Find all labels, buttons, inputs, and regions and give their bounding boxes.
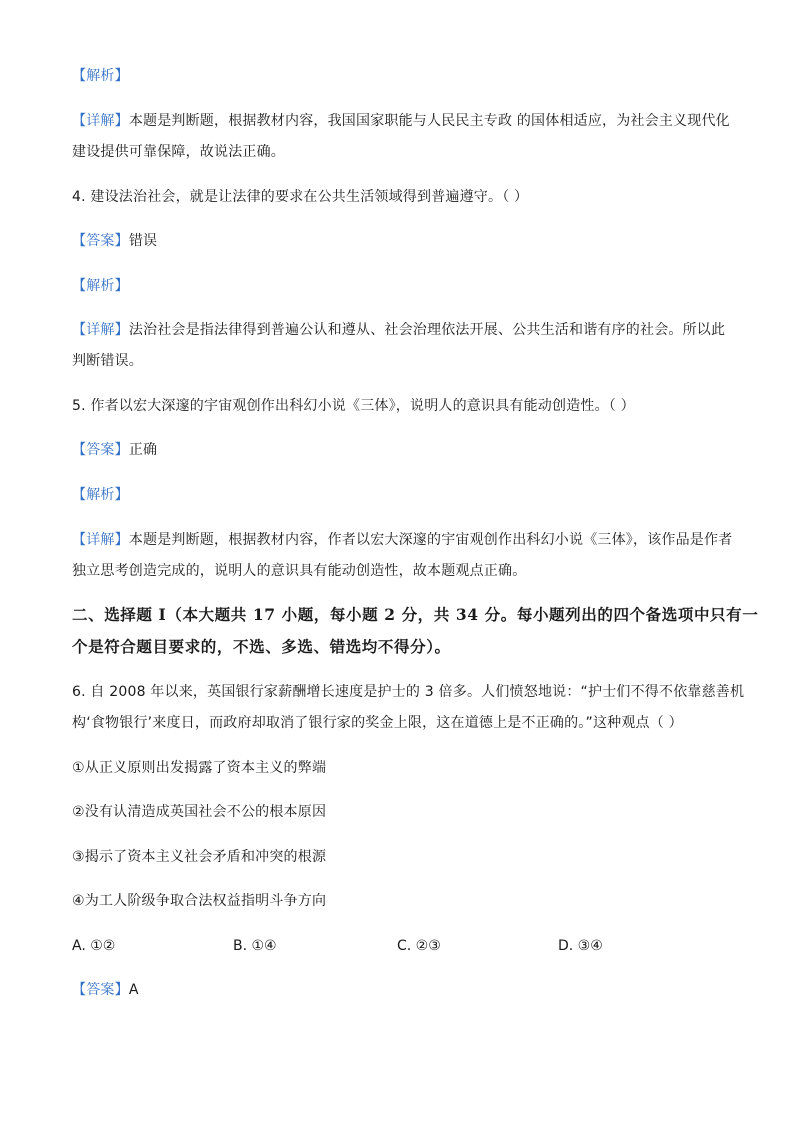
answer-tag: 【答案】 (72, 233, 129, 249)
q5-detail-text-2: 独立思考创造完成的，说明人的意识具有能动创造性，故本题观点正确。 (72, 563, 527, 579)
q6-stem-line-2: 构‘食物银行’来度日，而政府却取消了银行家的奖金上限，这在道德上是不正确的。”这种观点（ ） (72, 715, 683, 731)
q4-answer-line (72, 231, 157, 251)
q5-answer-value: 正确 (128, 442, 158, 458)
q6-answer-line (72, 980, 139, 1000)
q6-option-b: B. ①④ (233, 938, 277, 954)
q5-answer-line (72, 440, 157, 460)
q6-option-c: C. ②③ (397, 938, 441, 954)
analysis-tag: 【解析】 (72, 278, 129, 294)
q6-stem-line-1: 6. 自 2008 年以来，英国银行家薪酬增长速度是护士的 3 倍多。人们愤怒地说：“护士们不得不依靠慈善机 (72, 684, 745, 700)
detail-tag: 【详解】 (72, 113, 129, 129)
answer-tag: 【答案】 (72, 442, 129, 458)
section-heading-line-1: 二、选择题 I（本大题共 17 小题，每小题 2 分，共 34 分。每小题列出的四个备选项中只有一 (72, 605, 759, 624)
q4-detail-text-2: 判断错误。 (72, 353, 143, 369)
q4-question-text: 4. 建设法治社会，就是让法律的要求在公共生活领域得到普遍遵守。（ ） (72, 189, 529, 205)
q3-detail-text-2: 建设提供可靠保障，故说法正确。 (72, 144, 285, 160)
q4-detail-line-1 (72, 320, 725, 340)
q6-answer-value: A (128, 982, 139, 998)
detail-tag: 【详解】 (72, 322, 129, 338)
section-heading-line-2: 个是符合题目要求的，不选、多选、错选均不得分）。 (72, 637, 451, 656)
q5-analysis-label (72, 485, 129, 505)
q3-analysis-label (72, 66, 129, 86)
q5-detail-text-1: 本题是判断题，根据教材内容，作者以宏大深邃的宇宙观创作出科幻小说《三体》，该作品是作者 (128, 532, 733, 548)
q5-question (72, 396, 635, 416)
answer-tag: 【答案】 (72, 982, 129, 998)
q6-item-1: ①从正义原则出发揭露了资本主义的弊端 (72, 760, 327, 776)
q3-detail-text-1: 本题是判断题，根据教材内容，我国国家职能与人民民主专政 的国体相适应，为社会主义现代化 (128, 113, 730, 129)
analysis-tag: 【解析】 (72, 487, 129, 503)
q4-answer-value: 错误 (128, 233, 158, 249)
detail-tag: 【详解】 (72, 532, 129, 548)
analysis-tag: 【解析】 (72, 68, 129, 84)
q4-question (72, 187, 528, 207)
q5-detail-line-1 (72, 530, 732, 550)
q6-item-3: ③揭示了资本主义社会矛盾和冲突的根源 (72, 849, 327, 865)
q6-option-d: D. ③④ (558, 938, 603, 954)
q3-detail-line-2 (72, 142, 285, 162)
q6-item-2: ②没有认清造成英国社会不公的根本原因 (72, 804, 327, 820)
q6-item-4: ④为工人阶级争取合法权益指明斗争方向 (72, 893, 327, 909)
q4-detail-text-1: 法治社会是指法律得到普遍公认和遵从、社会治理依法开展、公共生活和谐有序的社会。所以此 (128, 322, 726, 338)
q4-analysis-label (72, 276, 129, 296)
q5-detail-line-2 (72, 561, 526, 581)
q3-detail-line-1 (72, 111, 730, 131)
q5-question-text: 5. 作者以宏大深邃的宇宙观创作出科幻小说《三体》，说明人的意识具有能动创造性。（ ） (72, 398, 635, 414)
q4-detail-line-2 (72, 351, 143, 371)
q6-option-a: A. ①② (72, 938, 116, 954)
